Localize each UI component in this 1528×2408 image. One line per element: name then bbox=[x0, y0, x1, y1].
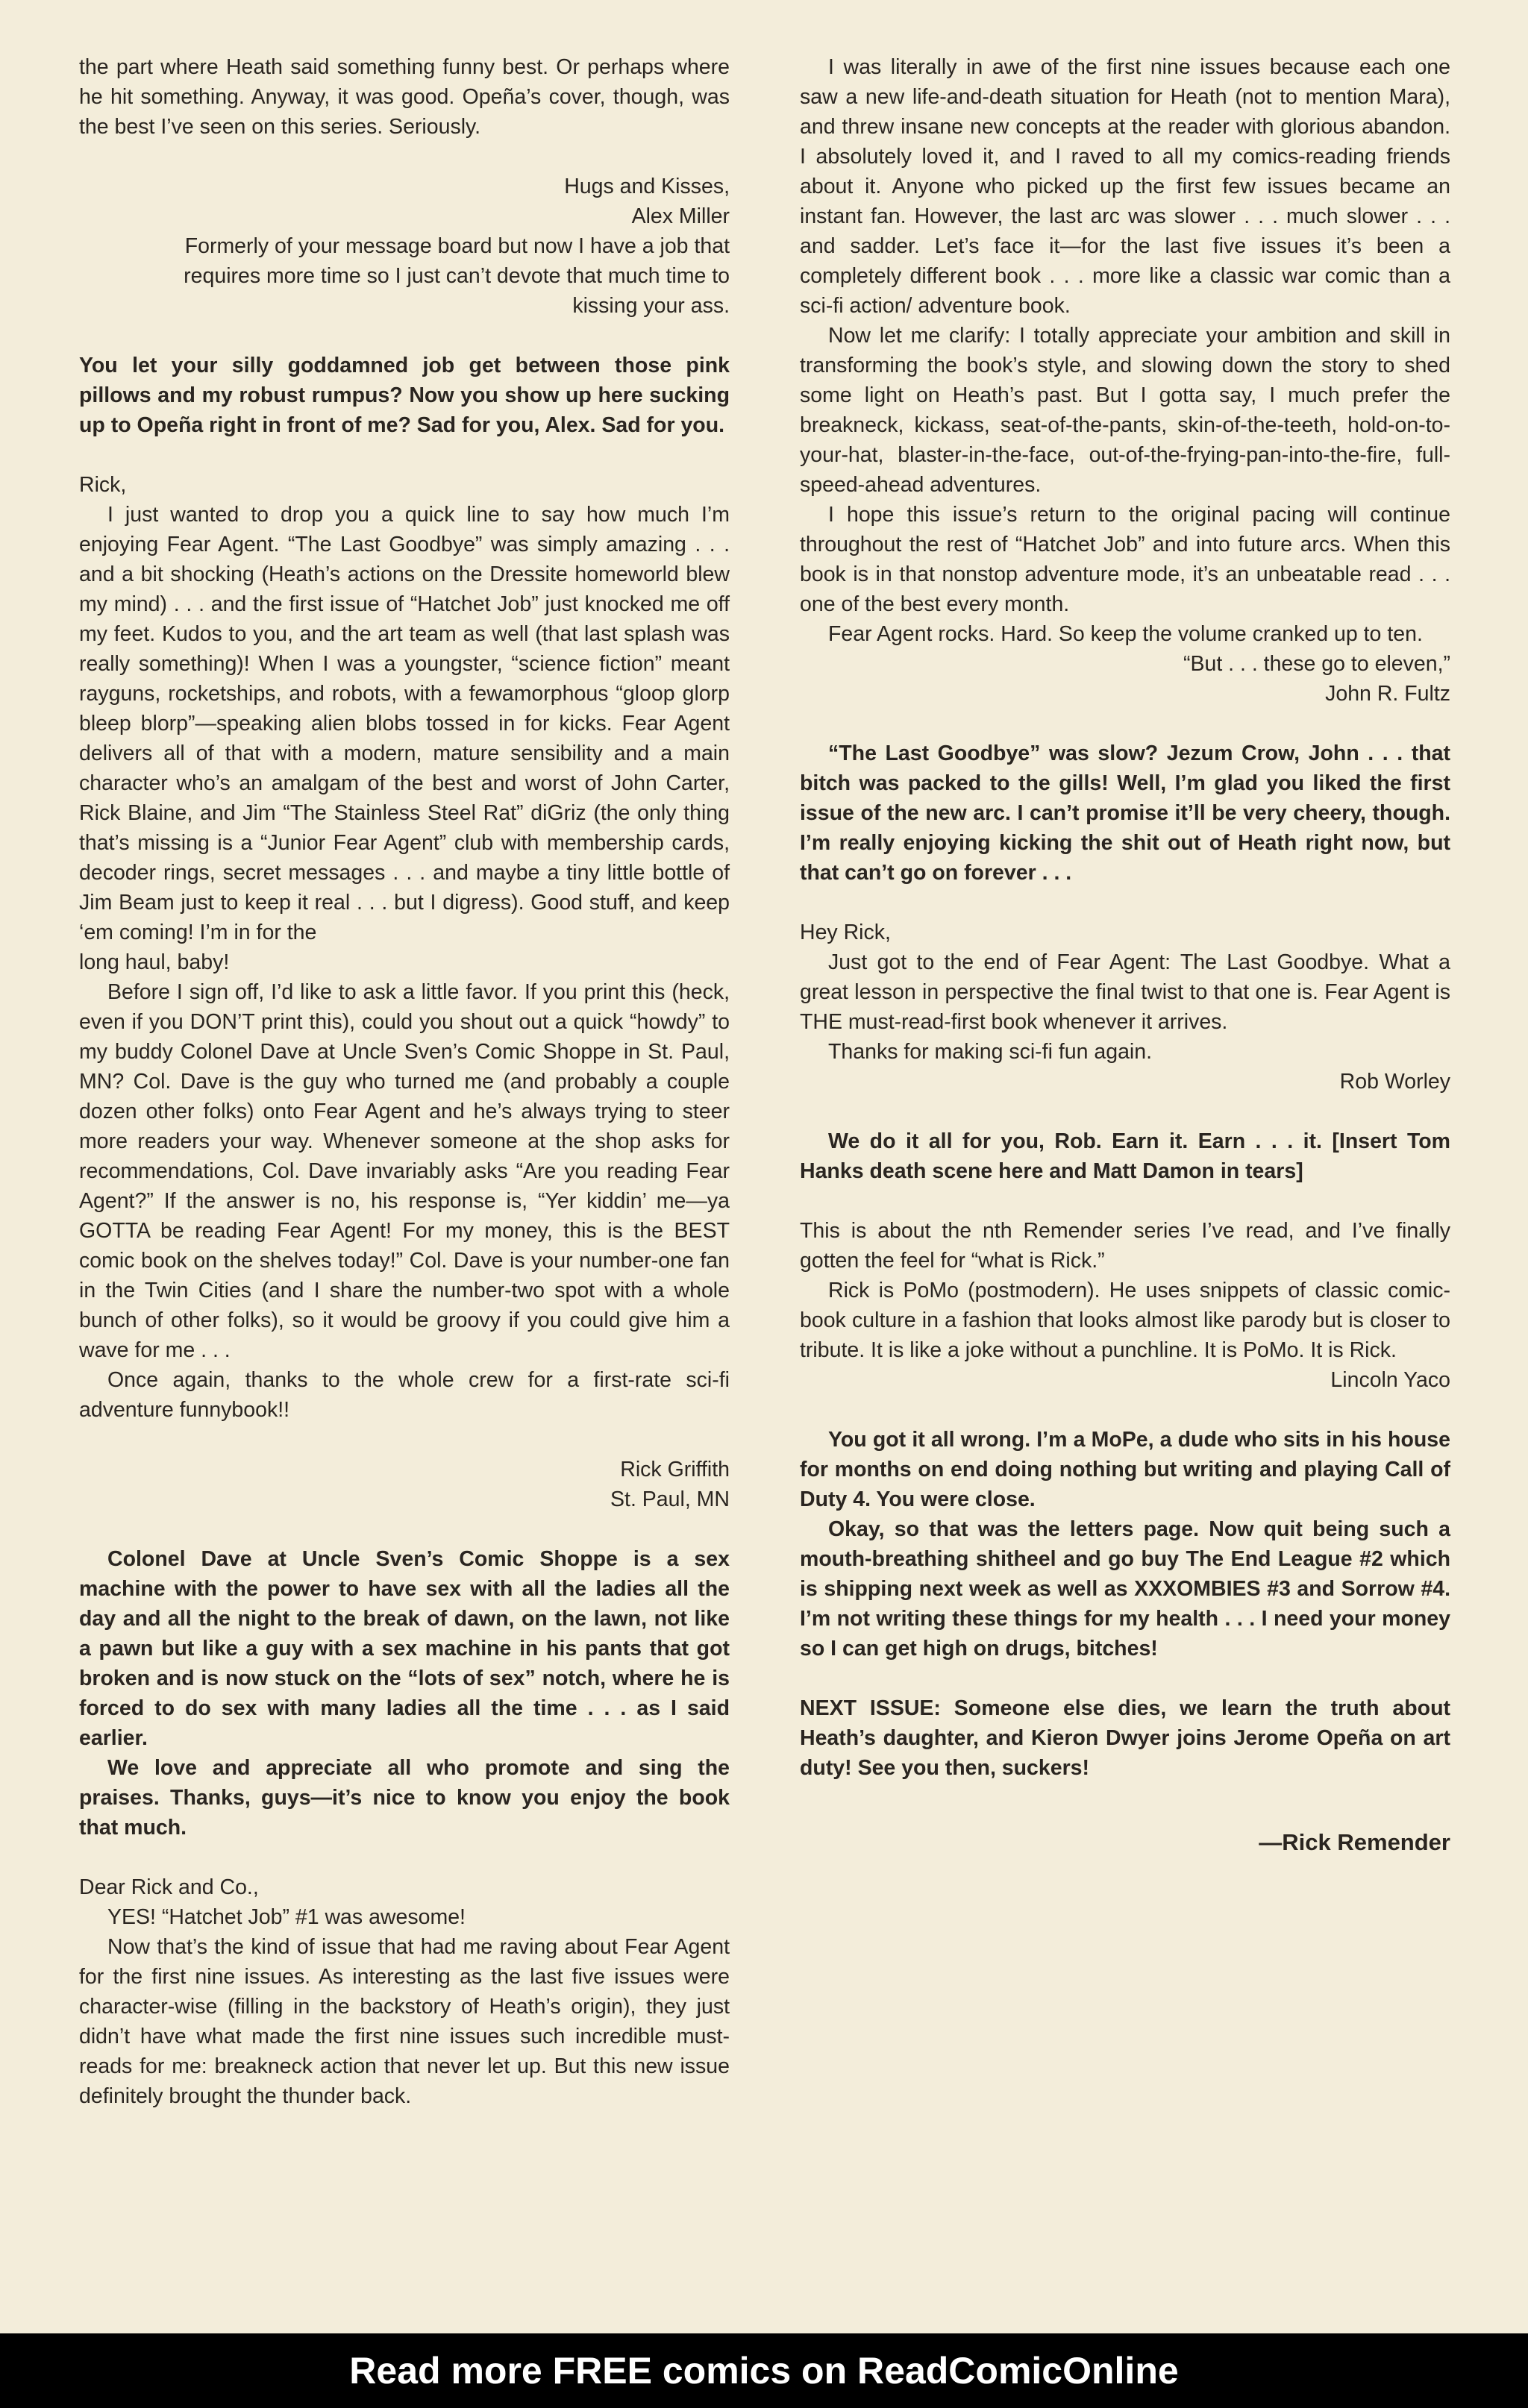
letter-text: I hope this issue’s return to the original pacing will continue throughout the rest of “Hatchet Job” and into future arcs. When this book is in that nonstop adventure mode, it’s an unbeatable read . . . one of the best every month. bbox=[800, 503, 1450, 616]
signature: “But . . . these go to eleven,” bbox=[1183, 652, 1450, 676]
editor-reply: Colonel Dave at Uncle Sven’s Comic Shoppe is a sex machine with the power to have sex with all the ladies all the day and all the night to the break of dawn, on the lawn, not like a pawn but like a guy with a sex machine in his pants that got broken and is now stuck on the “lots of sex” notch, where he is forced to do sex with many ladies all the time . . . as I said earlier. bbox=[79, 1547, 730, 1750]
letter-text: Before I sign off, I’d like to ask a little favor. If you print this (heck, even if you DON’T print this), could you shout out a quick “howdy” to my buddy Colonel Dave at Uncle Sven’s Comic Shoppe in St. Paul, MN? Col. Dave is the guy who turned me (and probably a couple dozen other folks) onto Fear Agent and he’s always trying to steer more readers your way. Whenever someone at the shop asks for recommendations, Col. Dave invariably asks “Are you reading Fear Agent?” If the answer is no, his response is, “Yer kiddin’ me—ya GOTTA be reading Fear Agent! For my money, this is the BEST comic book on the shelves today!” Col. Dave is your number-one fan in the Twin Cities (and I share the number-two spot with a whole bunch of other folks), so it would be groovy if you could give him a wave for me . . . bbox=[79, 980, 730, 1362]
signature: Rob Worley bbox=[1339, 1070, 1450, 1094]
promo-footer-banner[interactable] bbox=[0, 2333, 1528, 2408]
next-issue-blurb: NEXT ISSUE: Someone else dies, we learn the truth about Heath’s daughter, and Kieron Dwyer joins Jerome Opeña on art duty! See you then, suckers! bbox=[800, 1696, 1450, 1780]
letter-text: long haul, baby! bbox=[79, 950, 230, 974]
letter-text: Fear Agent rocks. Hard. So keep the volume cranked up to ten. bbox=[828, 622, 1423, 646]
right-column bbox=[800, 52, 1450, 1857]
promo-footer-text[interactable]: Read more FREE comics on ReadComicOnline bbox=[349, 2350, 1179, 2392]
letter-greeting: Rick, bbox=[79, 473, 127, 497]
signature: Lincoln Yaco bbox=[1330, 1368, 1450, 1392]
editor-reply: Okay, so that was the letters page. Now quit being such a mouth-breathing shitheel and go buy The End League #2 which is shipping next week as well as XXXOMBIES #3 and Sorrow #4. I’m not writing these things for my health . . . I need your money so I can get high on drugs, bitches! bbox=[800, 1517, 1450, 1661]
signature-note: Formerly of your message board but now I have a job that requires more time so I just can’t devote that much time to kissing your ass. bbox=[184, 234, 730, 318]
signature: Alex Miller bbox=[631, 204, 730, 228]
letter-greeting: Hey Rick, bbox=[800, 921, 891, 944]
letter-text: Now let me clarify: I totally appreciate your ambition and skill in transforming the book’s style, and slowing down the story to shed some light on Heath’s past. But I gotta say, I much prefer the breakneck, kickass, seat-of-the-pants, skin-of-the-teeth, hold-on-to-your-hat, blaster-in-the-face, out-of-the-frying-pan-into-the-fire, full-speed-ahead adventures. bbox=[800, 324, 1450, 497]
letter-text: Once again, thanks to the whole crew for a first-rate sci-fi adventure funnybook!! bbox=[79, 1368, 730, 1422]
letter-text: Just got to the end of Fear Agent: The Last Goodbye. What a great lesson in perspective the final twist to that one is. Fear Agent is THE must-read-first book whenever it arrives. bbox=[800, 950, 1450, 1034]
letter-greeting: Dear Rick and Co., bbox=[79, 1875, 259, 1899]
signature: Rick Griffith bbox=[620, 1458, 730, 1482]
signature: St. Paul, MN bbox=[610, 1487, 730, 1511]
letter-text: I was literally in awe of the first nine issues because each one saw a new life-and-death situation for Heath (not to mention Mara), and threw insane new concepts at the reader with glorious abandon. I absolutely loved it, and I raved to all my comics-reading friends about it. Anyone who picked up the first few issues became an instant fan. However, the last arc was slower . . . much slower . . . and sadder. Let’s face it—for the last five issues it’s been a completely different book . . . more like a classic war comic than a sci-fi action/ adventure book. bbox=[800, 55, 1450, 318]
editor-signoff: —Rick Remender bbox=[1259, 1829, 1450, 1855]
left-column bbox=[79, 52, 730, 2111]
editor-reply: We love and appreciate all who promote and sing the praises. Thanks, guys—it’s nice to know you enjoy the book that much. bbox=[79, 1756, 730, 1840]
letter-text: This is about the nth Remender series I’ve read, and I’ve finally gotten the feel for “what is Rick.” bbox=[800, 1219, 1450, 1273]
letter-text: YES! “Hatchet Job” #1 was awesome! bbox=[107, 1905, 466, 1929]
signature: John R. Fultz bbox=[1325, 682, 1450, 706]
letter-text: I just wanted to drop you a quick line to say how much I’m enjoying Fear Agent. “The Last Goodbye” was simply amazing . . . and a bit shocking (Heath’s actions on the Dressite homeworld blew my mind) . . . and the first issue of “Hatchet Job” just knocked me off my feet. Kudos to you, and the art team as well (that last splash was really something)! When I was a youngster, “science fiction” meant rayguns, rocketships, and robots, with a fewamorphous “gloop glorp bleep blorp”—speaking alien blobs tossed in for kicks. Fear Agent delivers all of that with a modern, mature sensibility and a main character who’s an amalgam of the best and worst of John Carter, Rick Blaine, and Jim “The Stainless Steel Rat” diGriz (the only thing that’s missing is a “Junior Fear Agent” club with membership cards, decoder rings, secret messages . . . and maybe a tiny little bottle of Jim Beam just to keep it real . . . but I digress). Good stuff, and keep ‘em coming! I’m in for the bbox=[79, 503, 730, 944]
letter-text: Now that’s the kind of issue that had me raving about Fear Agent for the first nine issues. As interesting as the last five issues were character-wise (filling in the backstory of Heath’s origin), they just didn’t have what made the first nine issues such incredible must-reads for me: breakneck action that never let up. But this new issue definitely brought the thunder back. bbox=[79, 1935, 730, 2108]
editor-reply: You got it all wrong. I’m a MoPe, a dude who sits in his house for months on end doing nothing but writing and playing Call of Duty 4. You were close. bbox=[800, 1428, 1450, 1511]
editor-reply: You let your silly goddamned job get between those pink pillows and my robust rumpus? Now you show up here sucking up to Opeña right in front of me? Sad for you, Alex. Sad for you. bbox=[79, 354, 730, 437]
letter-text: Thanks for making sci-fi fun again. bbox=[828, 1040, 1153, 1064]
signature: Hugs and Kisses, bbox=[564, 175, 730, 198]
letter-text: Rick is PoMo (postmodern). He uses snippets of classic comic-book culture in a fashion that looks almost like parody but is closer to tribute. It is like a joke without a punchline. It is PoMo. It is Rick. bbox=[800, 1279, 1450, 1362]
editor-reply: We do it all for you, Rob. Earn it. Earn . . . it. [Insert Tom Hanks death scene here and Matt Damon in tears] bbox=[800, 1129, 1450, 1183]
editor-reply: “The Last Goodbye” was slow? Jezum Crow, John . . . that bitch was packed to the gills! Well, I’m glad you liked the first issue of the new arc. I can’t promise it’ll be very cheery, though. I’m really enjoying kicking the shit out of Heath right now, but that can’t go on forever . . . bbox=[800, 741, 1450, 885]
letter-text: the part where Heath said something funny best. Or perhaps where he hit something. Anyway, it was good. Opeña’s cover, though, was the best I’ve seen on this series. Seriously. bbox=[79, 55, 730, 139]
